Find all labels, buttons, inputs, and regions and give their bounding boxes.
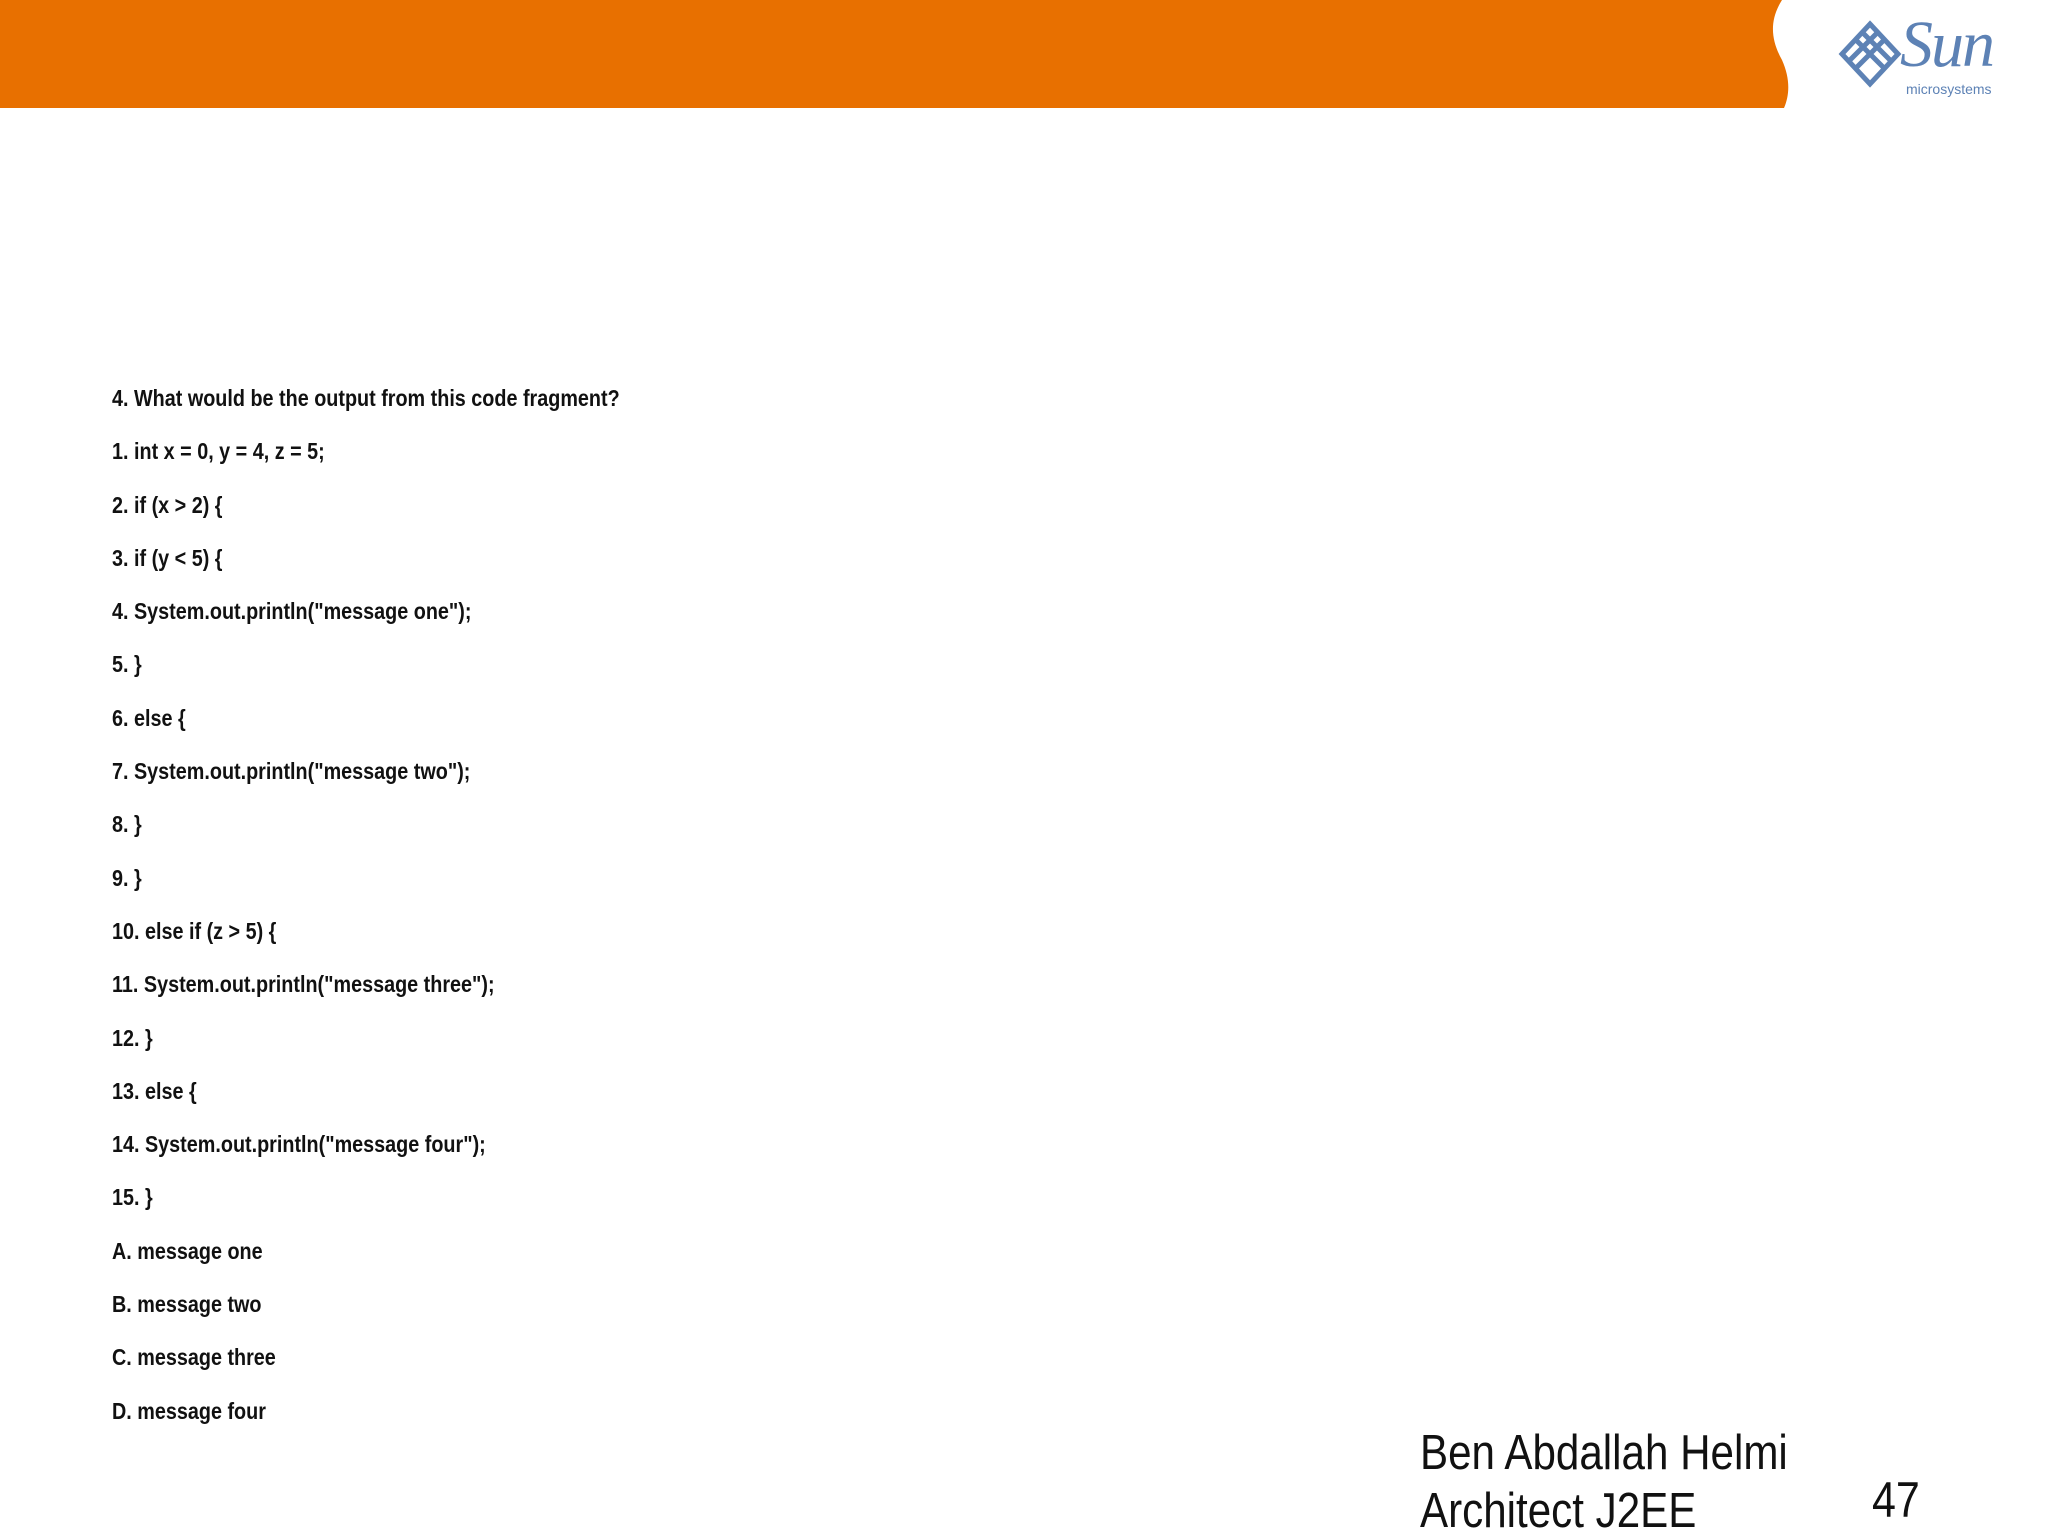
header-band [0,0,2048,108]
footer-author: Ben Abdallah Helmi Architect J2EE [1420,1426,1788,1536]
code-line: 2. if (x > 2) { [112,491,223,518]
question-content [112,384,1212,1450]
page-number: 47 [1872,1472,1920,1528]
sun-microsystems-logo [1838,8,2010,108]
code-line: 12. } [112,1024,153,1051]
code-line: 4. System.out.println("message one"); [112,598,472,625]
code-line: 10. else if (z > 5) { [112,917,277,944]
code-line: 14. System.out.println("message four"); [112,1131,486,1158]
code-line: 13. else { [112,1077,197,1104]
code-line: 15. } [112,1184,153,1211]
code-line: 3. if (y < 5) { [112,544,223,571]
code-line: 5. } [112,651,142,678]
code-line: 6. else { [112,704,186,731]
logo-wordmark: Sun [1900,8,1993,81]
answer-option-d: D. message four [112,1397,266,1424]
code-line: 1. int x = 0, y = 4, z = 5; [112,438,325,465]
code-line: 11. System.out.println("message three"); [112,971,495,998]
question-title: 4. What would be the output from this code fragment? [112,385,620,411]
logo-subtitle: microsystems [1906,81,1992,97]
answer-option-a: A. message one [112,1237,263,1264]
code-line: 9. } [112,864,142,891]
answer-option-c: C. message three [112,1344,276,1371]
answer-option-b: B. message two [112,1291,262,1318]
code-line: 8. } [112,811,142,838]
code-line: 7. System.out.println("message two"); [112,758,471,785]
sun-diamond-icon [1838,20,1902,90]
